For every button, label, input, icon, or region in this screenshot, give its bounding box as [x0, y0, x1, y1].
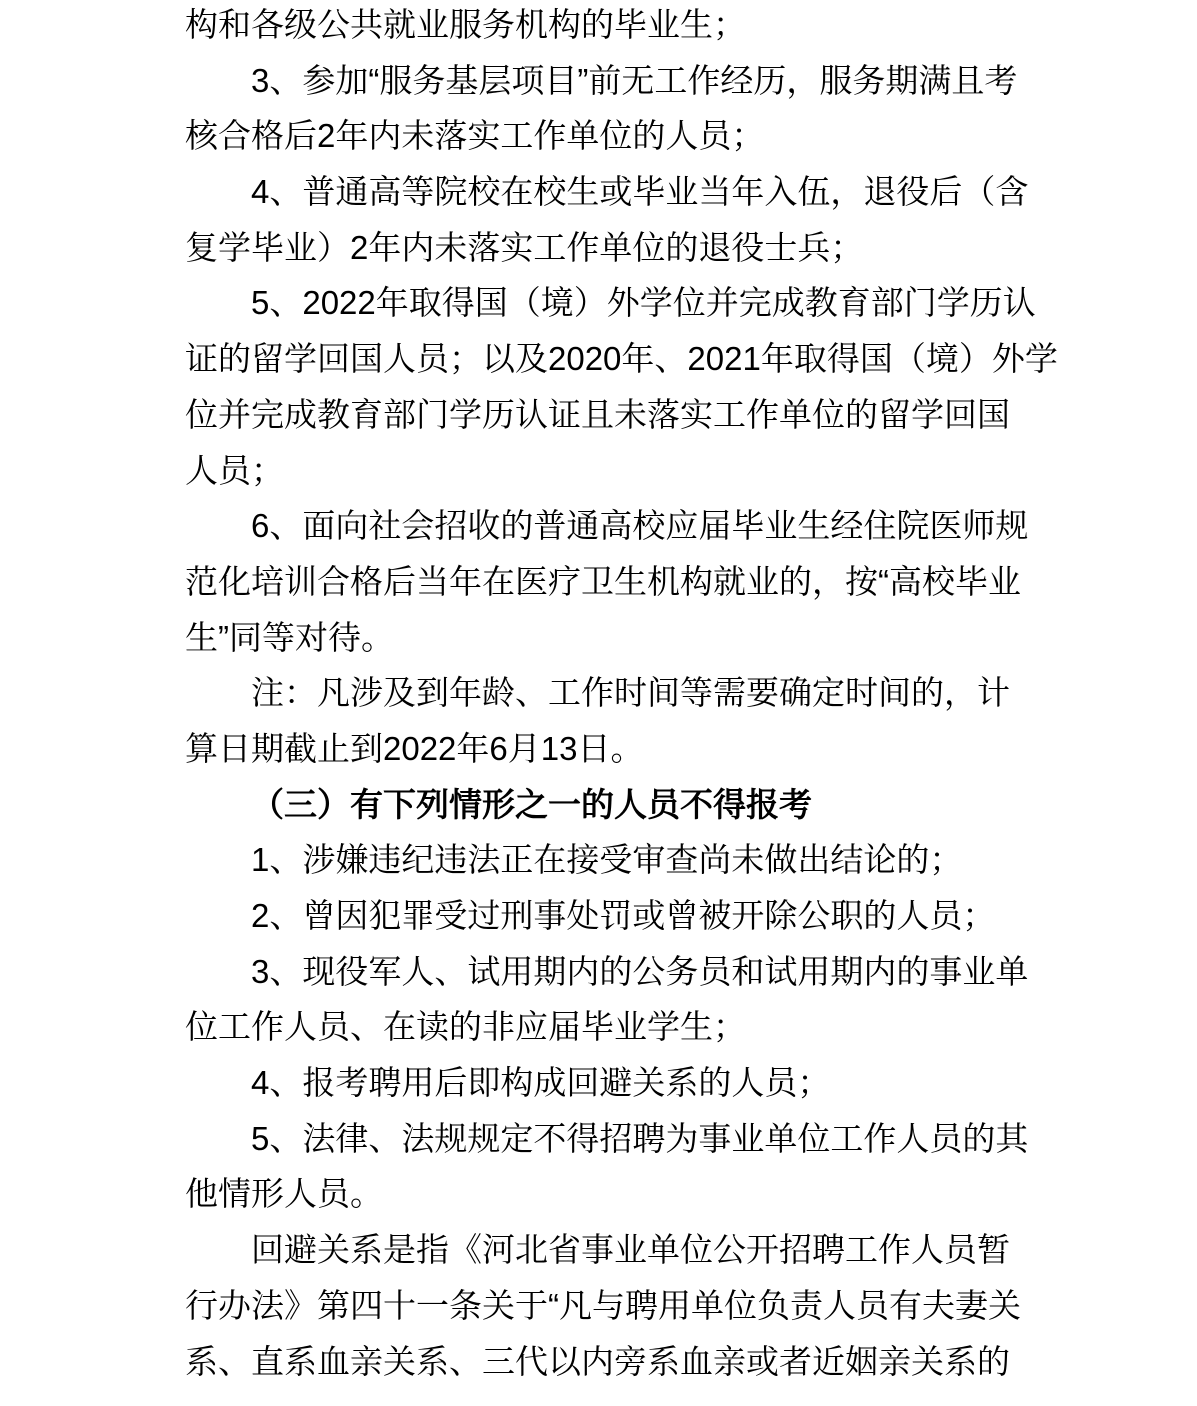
text-line: 范化培训合格后当年在医疗卫生机构就业的，按“高校毕业 [185, 562, 1021, 600]
text-line: 复学毕业）2年内未落实工作单位的退役士兵； [185, 228, 864, 266]
text-line: 他情形人员。 [185, 1175, 383, 1213]
text-line: （三）有下列情形之一的人员不得报考 [251, 785, 812, 823]
text-line: 证的留学回国人员；以及2020年、2021年取得国（境）外学 [185, 340, 1058, 378]
text-line: 系、直系血亲关系、三代以内旁系血亲或者近姻亲关系的 [185, 1342, 1010, 1380]
text-line: 生”同等对待。 [185, 618, 394, 656]
text-line: 位并完成教育部门学历认证且未落实工作单位的留学回国 [185, 395, 1010, 433]
text-line: 5、2022年取得国（境）外学位并完成教育部门学历认 [251, 284, 1036, 322]
text-line: 核合格后2年内未落实工作单位的人员； [185, 117, 765, 155]
text-line: 人员； [185, 451, 284, 489]
text-line: 位工作人员、在读的非应届毕业学生； [185, 1008, 746, 1046]
document-text-block [185, 0, 1197, 1389]
text-line: 4、普通高等院校在校生或毕业当年入伍，退役后（含 [251, 173, 1029, 211]
text-line: 3、参加“服务基层项目”前无工作经历，服务期满且考 [251, 61, 1018, 99]
text-line: 注：凡涉及到年龄、工作时间等需要确定时间的，计 [251, 674, 1010, 712]
text-line: 构和各级公共就业服务机构的毕业生； [185, 6, 746, 43]
text-line: 6、面向社会招收的普通高校应届毕业生经住院医师规 [251, 507, 1029, 545]
text-line: 1、涉嫌违纪违法正在接受审查尚未做出结论的； [251, 841, 963, 879]
text-line: 回避关系是指《河北省事业单位公开招聘工作人员暂 [251, 1231, 1010, 1269]
text-line: 5、法律、法规规定不得招聘为事业单位工作人员的其 [251, 1119, 1029, 1157]
text-line: 2、曾因犯罪受过刑事处罚或曾被开除公职的人员； [251, 897, 996, 934]
text-line: 行办法》第四十一条关于“凡与聘用单位负责人员有夫妻关 [185, 1286, 1021, 1324]
text-line: 3、现役军人、试用期内的公务员和试用期内的事业单 [251, 952, 1029, 990]
text-line: 算日期截止到2022年6月13日。 [185, 729, 644, 767]
text-line: 4、报考聘用后即构成回避关系的人员； [251, 1064, 831, 1102]
